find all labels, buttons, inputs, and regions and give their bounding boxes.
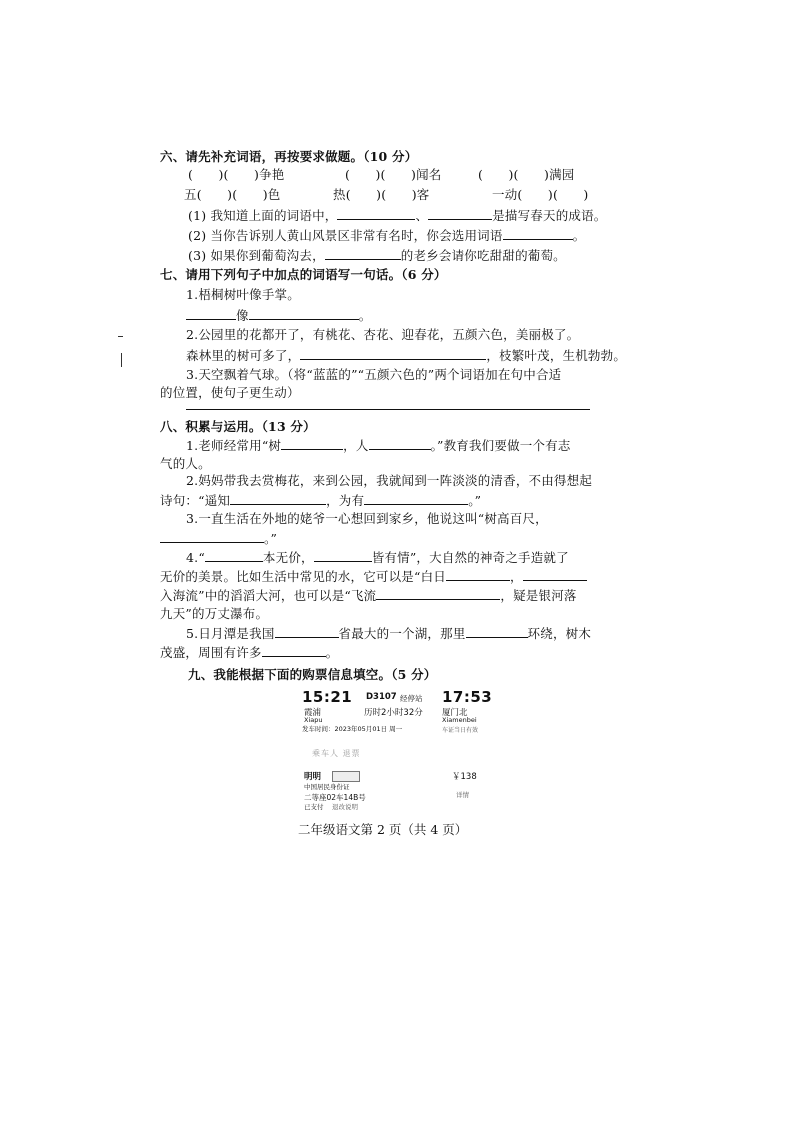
s8-q1-cont: 气的人。 bbox=[160, 456, 211, 471]
scan-mark bbox=[118, 336, 123, 337]
s7-answer-2: 森林里的树可多了， ，枝繁叶茂，生机勃勃。 bbox=[186, 348, 627, 363]
to-station: 厦门北 bbox=[442, 708, 468, 718]
answer-blank[interactable] bbox=[249, 306, 359, 320]
answer-blank[interactable] bbox=[314, 548, 372, 562]
idiom-1: ( )( )争艳 bbox=[188, 167, 285, 182]
section6-title: 六、请先补充词语，再按要求做题。（10 分） bbox=[160, 149, 418, 164]
answer-blank[interactable] bbox=[466, 624, 528, 638]
answer-blank[interactable] bbox=[325, 246, 401, 260]
s8-q4-cont2: 入海流”中的滔滔大河，也可以是“飞流 ，疑是银河落 bbox=[160, 588, 577, 603]
s6-question-1: (1) 我知道上面的词语中， 、 是描写春天的成语。 bbox=[188, 208, 607, 223]
from-station: 霞浦 bbox=[304, 708, 322, 718]
answer-blank[interactable] bbox=[160, 529, 264, 543]
from-pinyin: Xiapu bbox=[304, 716, 323, 724]
answer-blank[interactable] bbox=[503, 226, 573, 240]
s7-answer-1: 像 。 bbox=[186, 306, 371, 325]
s8-q5-cont: 茂盛，周围有许多 。 bbox=[160, 645, 339, 660]
answer-blank[interactable] bbox=[230, 491, 326, 505]
payment-status: 已支付 bbox=[304, 803, 324, 811]
seat-info: 二等座02车14B号 bbox=[304, 793, 366, 802]
page-footer: 二年级语文第 2 页（共 4 页） bbox=[298, 822, 468, 837]
section8-title: 八、积累与运用。（13 分） bbox=[160, 419, 316, 434]
section9-title: 九、我能根据下面的购票信息填空。（5 分） bbox=[188, 667, 437, 682]
s8-q4: 4.“ 本无价， 皆有情”，大自然的神奇之手造就了 bbox=[186, 550, 569, 565]
train-ticket bbox=[296, 688, 506, 813]
s8-q2-cont: 诗句：“遥知 ，为有 。” bbox=[160, 493, 482, 508]
answer-blank[interactable] bbox=[186, 306, 236, 320]
answer-blank[interactable] bbox=[281, 436, 343, 450]
ticket-price: ￥138 bbox=[452, 772, 477, 782]
answer-blank[interactable] bbox=[275, 624, 339, 638]
answer-blank[interactable] bbox=[369, 436, 431, 450]
blurred-row: 乘车人 退票 bbox=[312, 749, 361, 758]
details-link[interactable]: 详情 bbox=[456, 791, 469, 799]
refund-notes: 退改说明 bbox=[332, 803, 358, 811]
s8-q4-cont1: 无价的美景。比如生活中常见的水，它可以是“白日 ， bbox=[160, 567, 587, 586]
s8-q5: 5.日月潭是我国 省最大的一个湖，那里 环绕，树木 bbox=[186, 626, 592, 641]
answer-blank[interactable] bbox=[523, 567, 587, 581]
s7-answer-3-line[interactable] bbox=[186, 396, 590, 410]
answer-blank[interactable] bbox=[205, 548, 263, 562]
s8-q2: 2.妈妈带我去赏梅花，来到公园，我就闻到一阵淡淡的清香，不由得想起 bbox=[186, 473, 593, 488]
answer-blank[interactable] bbox=[376, 586, 500, 600]
idiom-6: 一动( )( ) bbox=[492, 187, 589, 202]
section7-title: 七、请用下列句子中加点的词语写一句话。（6 分） bbox=[160, 267, 447, 282]
passenger-name: 明明 bbox=[304, 772, 322, 782]
idiom-2: ( )( )闻名 bbox=[345, 167, 442, 182]
answer-blank[interactable] bbox=[337, 206, 415, 220]
answer-blank[interactable] bbox=[428, 206, 492, 220]
s7-sentence-3-cont: 的位置，使句子更生动） bbox=[160, 385, 300, 400]
answer-blank[interactable] bbox=[262, 643, 326, 657]
s7-sentence-1: 1.梧桐树叶像手掌。 bbox=[186, 287, 300, 302]
s6-question-3: (3) 如果你到葡萄沟去， 的老乡会请你吃甜甜的葡萄。 bbox=[188, 248, 566, 263]
idiom-3: ( )( )满园 bbox=[478, 167, 575, 182]
arrive-time: 17:53 bbox=[442, 688, 493, 706]
s8-q3: 3.一直生活在外地的姥爷一心想回到家乡，他说这叫“树高百尺， bbox=[186, 511, 548, 526]
s7-sentence-2: 2.公园里的花都开了，有桃花、杏花、迎春花，五颜六色，美丽极了。 bbox=[186, 327, 580, 342]
duration: 历时2小时32分 bbox=[364, 708, 423, 718]
idiom-5: 热( )( )客 bbox=[333, 187, 430, 202]
id-type: 中国居民身份证 bbox=[304, 783, 350, 791]
s8-q3-cont: 。” bbox=[160, 529, 277, 548]
depart-time: 15:21 bbox=[302, 688, 353, 706]
s8-q4-cont3: 九天”的万丈瀑布。 bbox=[160, 606, 269, 621]
s6-question-2: (2) 当你告诉别人黄山风景区非常有名时，你会选用词语 。 bbox=[188, 228, 586, 243]
idiom-4: 五( )( )色 bbox=[184, 187, 281, 202]
id-redacted-box bbox=[332, 771, 360, 782]
scan-mark bbox=[121, 353, 122, 367]
validity-note: 车证当日有效 bbox=[442, 727, 479, 734]
to-pinyin: Xiamenbei bbox=[442, 716, 477, 724]
answer-blank[interactable] bbox=[446, 567, 510, 581]
answer-blank[interactable] bbox=[300, 346, 486, 360]
s7-sentence-3: 3.天空飘着气球。（将“蓝蓝的”“五颜六色的”两个词语加在句中合适 bbox=[186, 367, 562, 382]
via-stations: 经停站 bbox=[400, 694, 423, 703]
train-number: D3107 bbox=[366, 692, 397, 702]
answer-blank[interactable] bbox=[364, 491, 468, 505]
s8-q1: 1.老师经常用“树 ，人 。”教育我们要做一个有志 bbox=[186, 438, 571, 453]
depart-date: 发车时间：2023年05月01日 周一 bbox=[302, 725, 403, 733]
